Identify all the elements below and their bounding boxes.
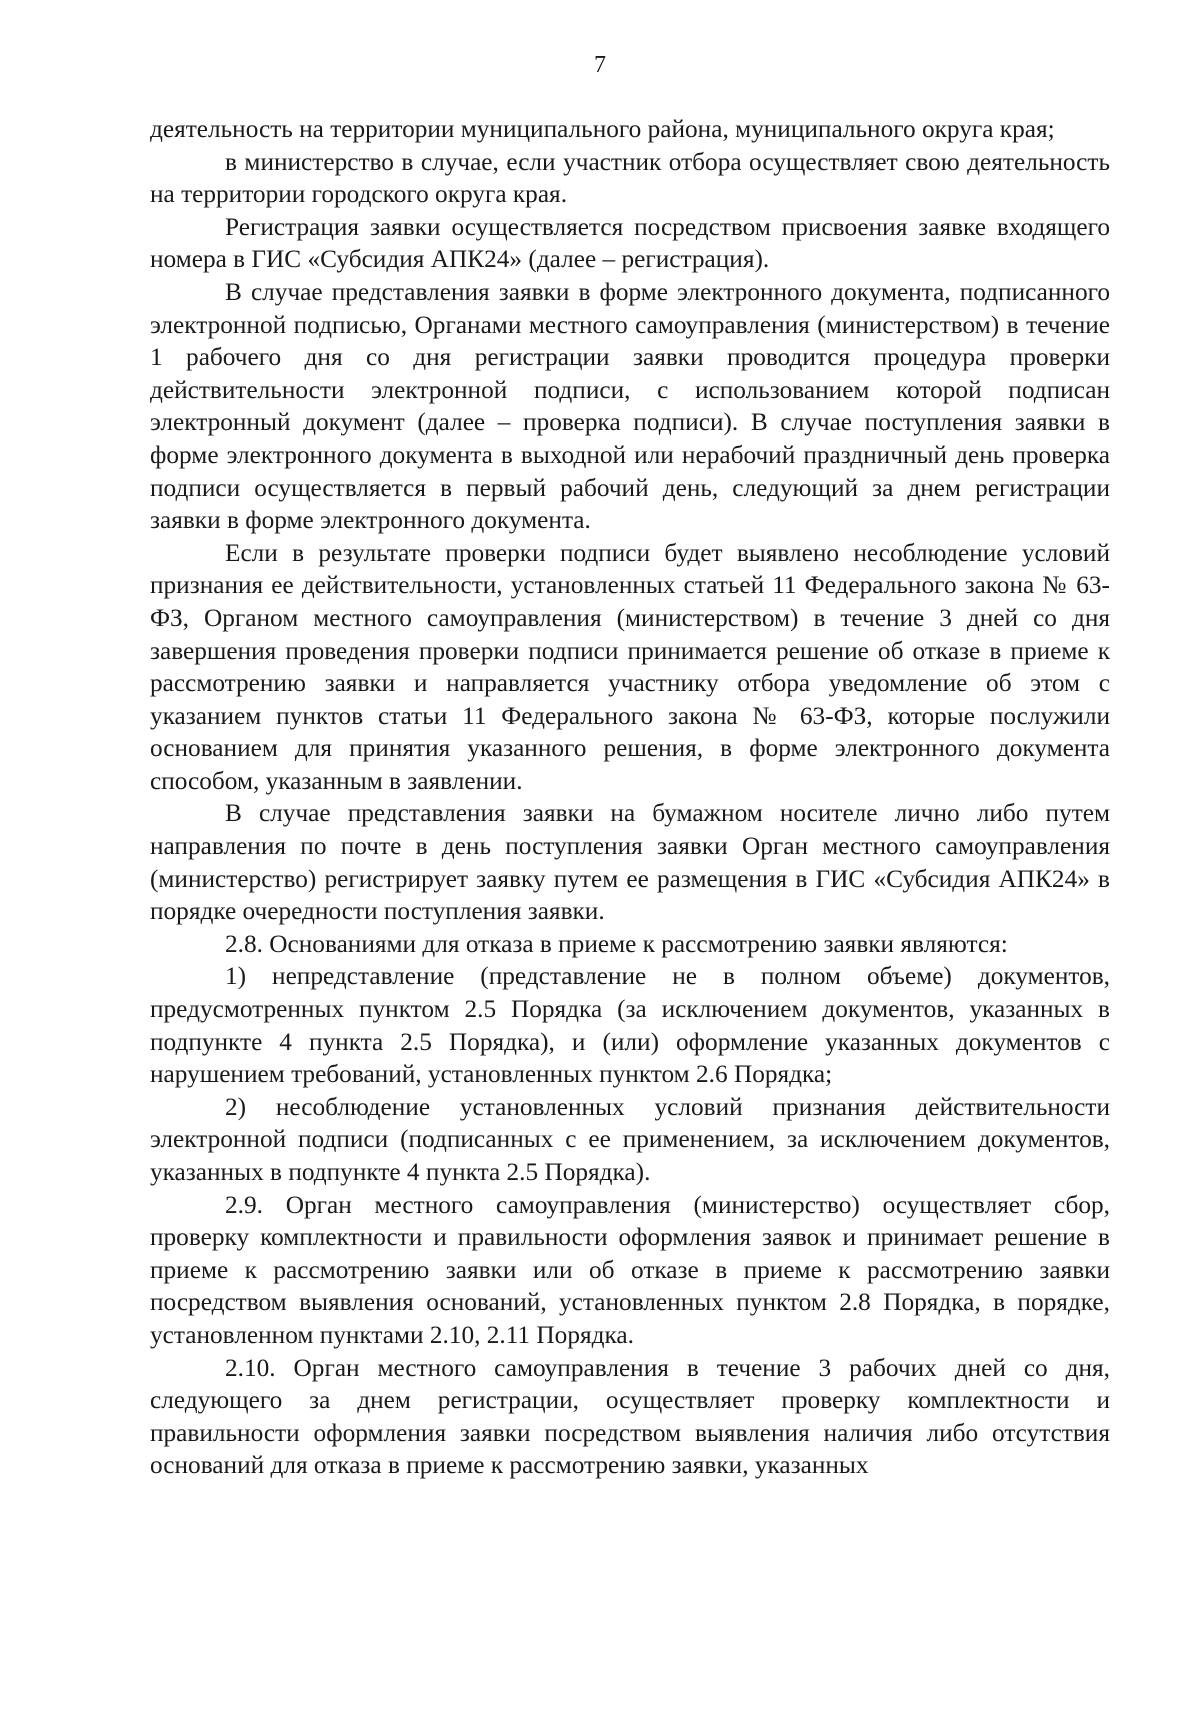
page-number: 7 — [594, 52, 606, 78]
list-item: 2) несоблюдение установленных условий признания действительности электронной подписи (подписанных с ее применением, за исключением документов, указанных в подпункте 4 пункта 2.5 Порядка). — [150, 1092, 1110, 1186]
paragraph: деятельность на территории муниципального района, муниципального округа края; — [150, 115, 1055, 143]
list-item: 1) непредставление (представление не в полном объеме) документов, предусмотренных пунктом 2.5 Порядка (за исключением документов, указанных в подпункте 4 пункта 2.5 Порядка), и (или) оформление указанных документов с нарушением требований, установленных пунктом 2.6 Порядка; — [150, 962, 1110, 1089]
section-2-10: 2.10. Орган местного самоуправления в течение 3 рабочих дней со дня, следующего за днем регистрации, осуществляет проверку комплектности и правильности оформления заявки посредством выявления наличия либо отсутствия оснований для отказа в приеме к рассмотрению заявки, указанных — [150, 1353, 1110, 1480]
paragraph: В случае представления заявки в форме электронного документа, подписанного электронной подписью, Органами местного самоуправления (министерством) в течение 1 рабочего дня со дня регистрации заявки проводится процедура проверки действительности электронной подписи, с использованием которой подписан электронный документ (далее – проверка подписи). В случае поступления заявки в форме электронного документа в выходной или нерабочий праздничный день проверка подписи осуществляется в первый рабочий день, следующий за днем регистрации заявки в форме электронного документа. — [150, 277, 1110, 535]
paragraph: В случае представления заявки на бумажном носителе лично либо путем направления по почте в день поступления заявки Орган местного самоуправления (министерство) регистрирует заявку путем ее размещения в ГИС «Субсидия АПК24» в порядке очередности поступления заявки. — [150, 799, 1110, 926]
paragraph: Если в результате проверки подписи будет выявлено несоблюдение условий признания ее действительности, установленных статьей 11 Федерального закона № 63-ФЗ, Органом местного самоуправления (министерством) в течение 3 дней со дня завершения проведения проверки подписи принимается решение об отказе в приеме к рассмотрению заявки и направляется участнику отбора уведомление об этом с указанием пунктов статьи 11 Федерального закона № 63-ФЗ, которые послужили основанием для принятия указанного решения, в форме электронного документа способом, указанным в заявлении. — [150, 538, 1110, 795]
paragraph: в министерство в случае, если участник отбора осуществляет свою деятельность на территории городского округа края. — [150, 147, 1110, 209]
document-body — [150, 113, 1110, 1482]
section-2-9: 2.9. Орган местного самоуправления (министерство) осуществляет сбор, проверку комплектности и правильности оформления заявок и принимает решение в приеме к рассмотрению заявки или об отказе в приеме к рассмотрению заявки посредством выявления оснований, установленных пунктом 2.8 Порядка, в порядке, установленном пунктами 2.10, 2.11 Порядка. — [150, 1190, 1110, 1349]
paragraph: Регистрация заявки осуществляется посредством присвоения заявке входящего номера в ГИС «Субсидия АПК24» (далее – регистрация). — [150, 212, 1110, 274]
section-heading-2-8: 2.8. Основаниями для отказа в приеме к рассмотрению заявки являются: — [225, 929, 1008, 958]
